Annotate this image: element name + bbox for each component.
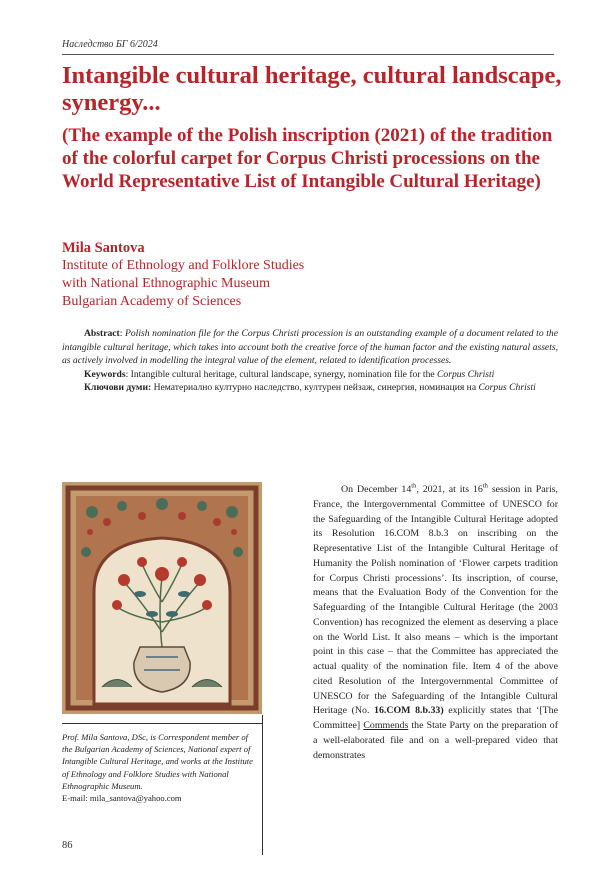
abstract-label: Abstract [84, 328, 120, 339]
article-subtitle: (The example of the Polish inscription (2021) of the tradition of the colorful carpet for Corpus Christi processions on the World Representative List of Intangible Cultural Heritage) [62, 125, 553, 192]
keywords-text: Intangible cultural heritage, cultural landscape, synergy, nomination file for the [130, 368, 435, 380]
body-text-run: session in Paris, France, the Intergovernmental Committee of UNESCO for the Safeguarding of the Intangible Cultural Heritage adopted its Resolution 16.COM 8.b.3 on inscribing on the Representative List of the Intangible Cultural Heritage of Humanity the Polish nomination of ‘Flower carpets tradition for Corpus Christi processions’. Its inscription, of course, means that the Evaluation Body of the Convention for the Safeguarding of the Intangible Cultural Heritage (the 2003 Convention) has recognized the element as deserving a place on the World List. It also means – which is the important point in this case – that the Committee has appreciated the actual quality of the nomination file. Item 4 of the above cited Resolution of the Intergovernmental Committee of UNESCO for the Safeguarding of the Intangible Cultural Heritage (No. [313, 484, 558, 717]
abstract-paragraph: Abstract: Polish nomination file for the Corpus Christi procession is an outstanding example of a document related to the intangible cultural heritage, which takes into account both the creative force of the human factor and the existing natural assets, as actively involved in modelling the integral value of the element, related to identification processes. [62, 328, 558, 366]
author-name: Mila Santova [62, 240, 145, 256]
footnote-text: Prof. Mila Santova, DSc, is Correspondent member of the Bulgarian Academy of Sciences, National expert of Intangible Cultural Heritage, and works at the Institute of Ethnology and Folklore Studies with National Ethnographic Museum. [62, 732, 253, 791]
superscript: th [411, 482, 417, 490]
keywords-bg-text: Нематериално културно наследство, културен пейзаж, синергия, номинация на [153, 382, 477, 393]
keywords-paragraph: Keywords: Intangible cultural heritage, cultural landscape, synergy, nomination file for the Corpus Christi [84, 368, 495, 380]
keywords-label: Keywords [84, 368, 126, 380]
mural-illustration [62, 482, 262, 714]
abstract-text: Polish nomination file for the Corpus Christi procession is an outstanding example of a document related to the intangible cultural heritage, which takes into account both the creative force of the human factor and the existing natural assets, as actively involved in modelling the integral value of the element, related to identification processes. [62, 328, 558, 366]
body-text-run: explicitly states that ‘[The Committee] [313, 705, 558, 731]
article-title: Intangible cultural heritage, cultural landscape, synergy... [62, 62, 562, 116]
footnote-email: E-mail: mila_santova@yahoo.com [62, 793, 182, 804]
page-number: 86 [62, 840, 73, 851]
affiliation-line: Institute of Ethnology and Folklore Studies [62, 258, 305, 273]
keywords-bg-label: Ключови думи: [84, 382, 152, 393]
author-affiliation [62, 257, 304, 311]
keywords-bg-italic: Corpus Christi [478, 382, 536, 393]
keywords-italic: Corpus Christi [437, 368, 495, 380]
footnote-vertical-rule [262, 715, 263, 855]
affiliation-line: with National Ethnographic Museum [62, 276, 271, 291]
body-text-run: On December 14 [341, 484, 412, 495]
resolution-number: 16.COM 8.b.33) [374, 705, 444, 717]
body-text-column [313, 483, 558, 763]
affiliation-line: Bulgarian Academy of Sciences [62, 294, 242, 309]
superscript: th [482, 482, 488, 490]
author-footnote [62, 731, 258, 804]
body-text-run: , 2021, at its 16 [416, 484, 483, 495]
keywords-bg-paragraph [62, 381, 558, 395]
footnote-top-rule [62, 723, 262, 724]
running-head: Наследство БГ 6/2024 [62, 39, 158, 50]
abstract-block [62, 327, 558, 395]
body-text-run: the State Party on the preparation of a well-elaborated file and on a well-prepared video that demonstrates [313, 720, 558, 761]
body-paragraph [313, 483, 558, 763]
header-rule [62, 54, 554, 55]
mural-artwork-image [62, 482, 262, 714]
underlined-word: Commends [363, 720, 409, 731]
